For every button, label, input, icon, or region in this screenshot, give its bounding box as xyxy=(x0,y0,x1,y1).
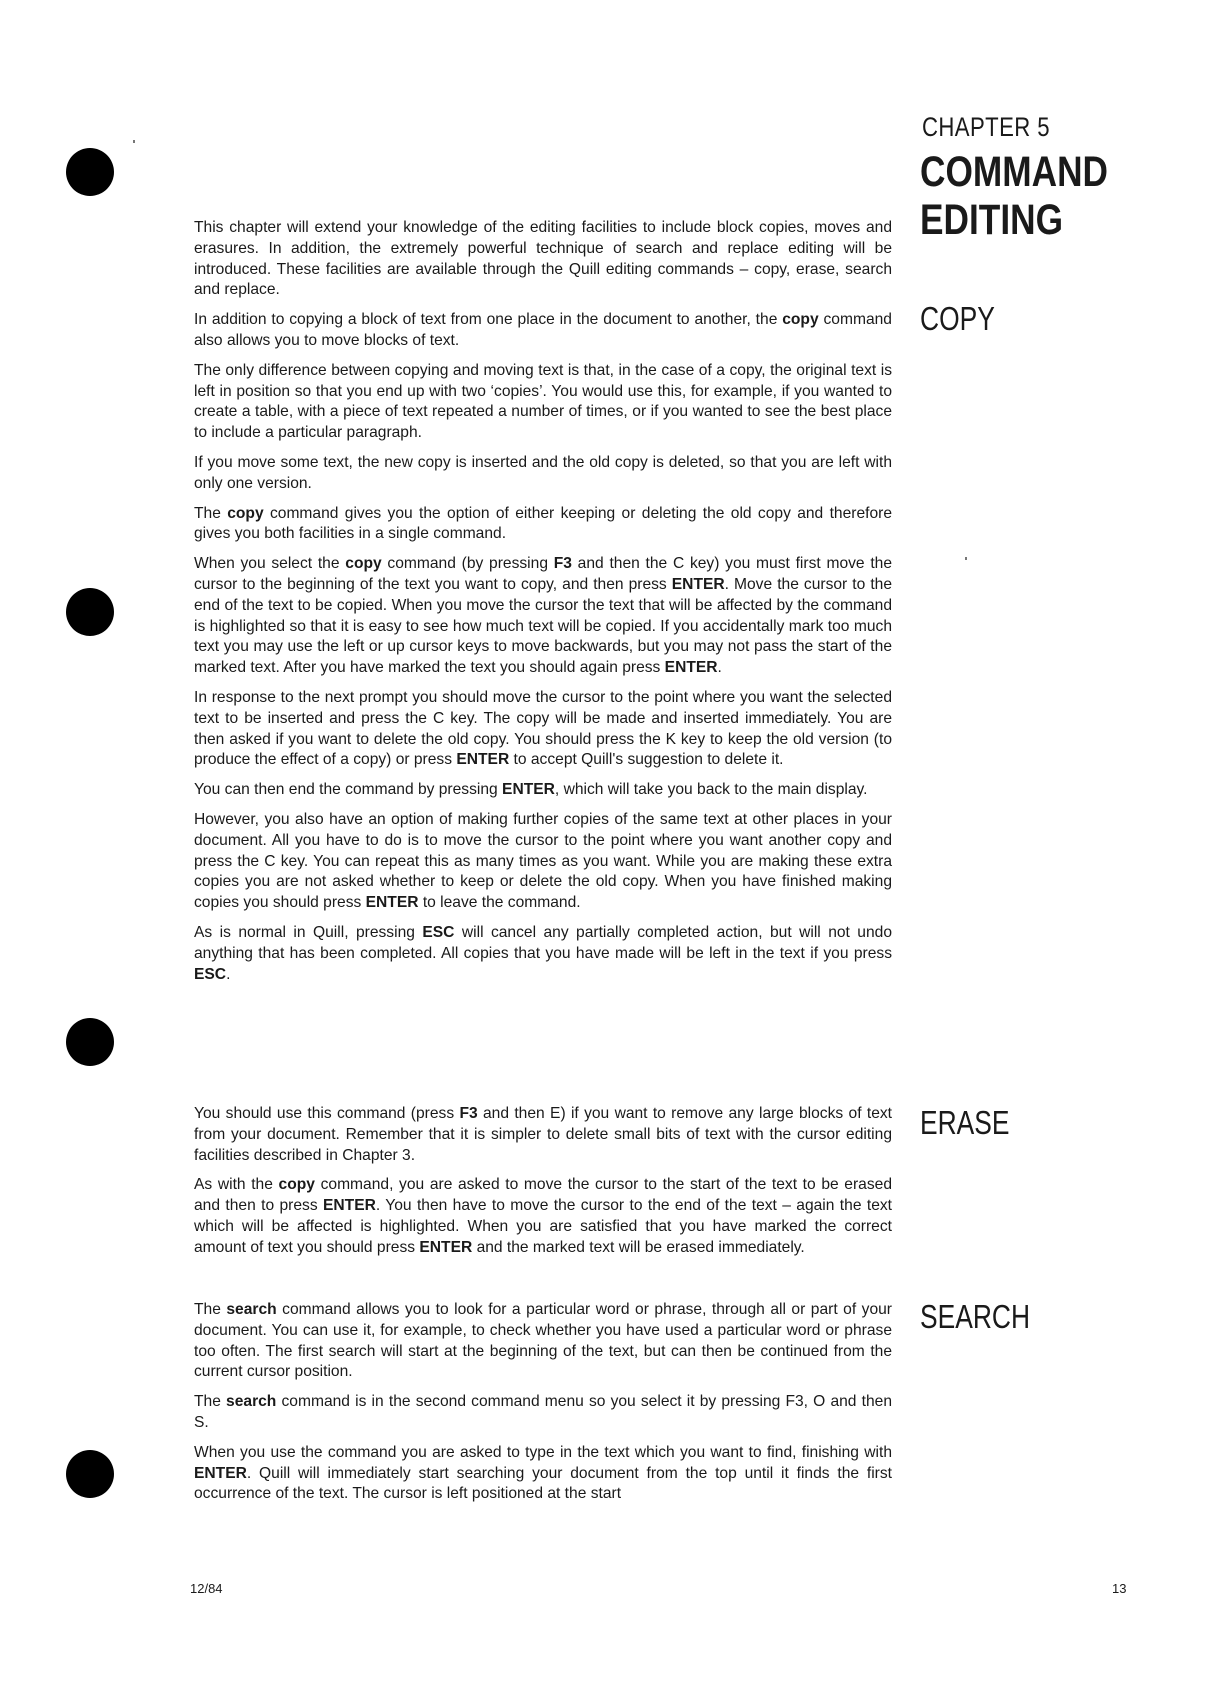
paragraph: The copy command gives you the option of either keeping or deleting the old copy and therefore gives you both facilities in a single command. xyxy=(194,504,892,543)
chapter-label: CHAPTER 5 xyxy=(922,112,1050,142)
paragraph: In addition to copying a block of text from one place in the document to another, the copy command also allows you to move blocks of text. xyxy=(194,311,892,349)
footer-date: 12/84 xyxy=(190,1581,223,1596)
chapter-title xyxy=(920,148,1108,244)
key-enter: ENTER xyxy=(671,575,725,593)
binder-hole xyxy=(66,148,114,196)
keyword-copy: copy xyxy=(345,555,382,573)
section-heading-erase: ERASE xyxy=(920,1104,1010,1141)
binder-hole xyxy=(66,1018,114,1066)
paragraph: You can then end the command by pressing ENTER, which will take you back to the main display. xyxy=(194,781,868,799)
keyword-copy: copy xyxy=(227,504,264,522)
paragraph: As with the copy command, you are asked to move the cursor to the start of the text to be erased and then to press ENTER. You then have to move the cursor to the end of the text – again the text which will be affected is highlighted. When you are satisfied that you have marked the correct amount of text you should press ENTER and the marked text will be erased immediately. xyxy=(194,1176,892,1256)
print-speck xyxy=(965,557,967,560)
key-enter: ENTER xyxy=(456,751,510,769)
paragraph: The search command allows you to look for a particular word or phrase, through all or part of your document. You can use it, for example, to check whether you have used a particular word or phrase too often. The first search will start at the beginning of the text, but can then be continued from the current cursor position. xyxy=(194,1301,892,1381)
key-f3: F3 xyxy=(459,1105,478,1122)
paragraph: When you select the copy command (by pressing F3 and then the C key) you must first move the cursor to the beginning of the text you want to copy, and then press ENTER. Move the cursor to the end of the text to be copied. When you move the cursor the text that will be affected by the command is highlighted so that it is easy to see how much text will be copied. If you accidentally mark too much text you may use the left or up cursor keys to move backwards, but you may not pass the start of the marked text. After you have marked the text you should again press ENTER. xyxy=(194,555,893,677)
copy-section-body xyxy=(194,218,892,994)
page-number: 13 xyxy=(1112,1581,1127,1596)
erase-section-body xyxy=(194,1104,892,1268)
paragraph: As is normal in Quill, pressing ESC will cancel any partially completed action, but will not undo anything that has been completed. All copies that you have made will be left in the text if you press ESC. xyxy=(194,923,892,983)
paragraph: When you use the command you are asked to type in the text which you want to find, finishing with ENTER. Quill will immediately start searching your document from the top until it finds the first occurrence of the text. The cursor is left positioned at the start xyxy=(194,1443,892,1503)
chapter-title-line: COMMAND xyxy=(920,148,1109,196)
keyword-copy: copy xyxy=(782,311,819,329)
paragraph: The search command is in the second command menu so you select it by pressing F3, O and then S. xyxy=(194,1393,892,1431)
paragraph: In response to the next prompt you should move the cursor to the point where you want the selected text to be inserted and press the C key. The copy will be made and inserted immediately. You are then asked if you want to delete the old copy. You should press the K key to keep the old version (to produce the effect of a copy) or press ENTER to accept Quill's suggestion to delete it. xyxy=(194,688,892,769)
section-heading-search: SEARCH xyxy=(920,1298,1031,1335)
key-esc: ESC xyxy=(194,965,227,983)
print-speck xyxy=(133,140,135,143)
keyword-search: search xyxy=(226,1393,277,1411)
key-enter: ENTER xyxy=(323,1197,376,1215)
paragraph: If you move some text, the new copy is inserted and the old copy is deleted, so that you are left with only one version. xyxy=(194,453,892,492)
paragraph-intro: This chapter will extend your knowledge of the editing facilities to include block copies, moves and erasures. In addition, the extremely powerful technique of search and replace editing will be introduced. These facilities are available through the Quill editing commands – copy, erase, search and replace. xyxy=(194,219,892,299)
key-enter: ENTER xyxy=(419,1238,473,1256)
key-enter: ENTER xyxy=(502,781,555,799)
key-f3: F3 xyxy=(553,555,572,573)
paragraph: You should use this command (press F3 and then E) if you want to remove any large blocks of text from your document. Remember that it is simpler to delete small bits of text with the cursor editing facilities described in Chapter 3. xyxy=(194,1105,892,1164)
key-enter: ENTER xyxy=(365,894,419,912)
key-enter: ENTER xyxy=(194,1464,247,1482)
keyword-copy: copy xyxy=(278,1176,315,1194)
binder-hole xyxy=(66,588,114,636)
keyword-search: search xyxy=(226,1301,277,1318)
key-esc: ESC xyxy=(422,923,455,941)
paragraph: The only difference between copying and moving text is that, in the case of a copy, the original text is left in position so that you end up with two ‘copies’. You would use this, for example, if you wanted to create a table, with a piece of text repeated a number of times, or if you wanted to see the best place to include a particular paragraph. xyxy=(194,361,892,442)
binder-hole xyxy=(66,1450,114,1498)
paragraph: However, you also have an option of making further copies of the same text at other places in your document. All you have to do is to move the cursor to the point where you want another copy and press the C key. You can repeat this as many times as you want. While you are making these extra copies you are not asked whether to keep or delete the old copy. When you have finished making copies you should press ENTER to leave the command. xyxy=(194,810,892,912)
key-enter: ENTER xyxy=(664,659,718,677)
search-section-body xyxy=(194,1300,892,1514)
chapter-title-line: EDITING xyxy=(920,196,1064,244)
section-heading-copy: COPY xyxy=(920,300,995,337)
